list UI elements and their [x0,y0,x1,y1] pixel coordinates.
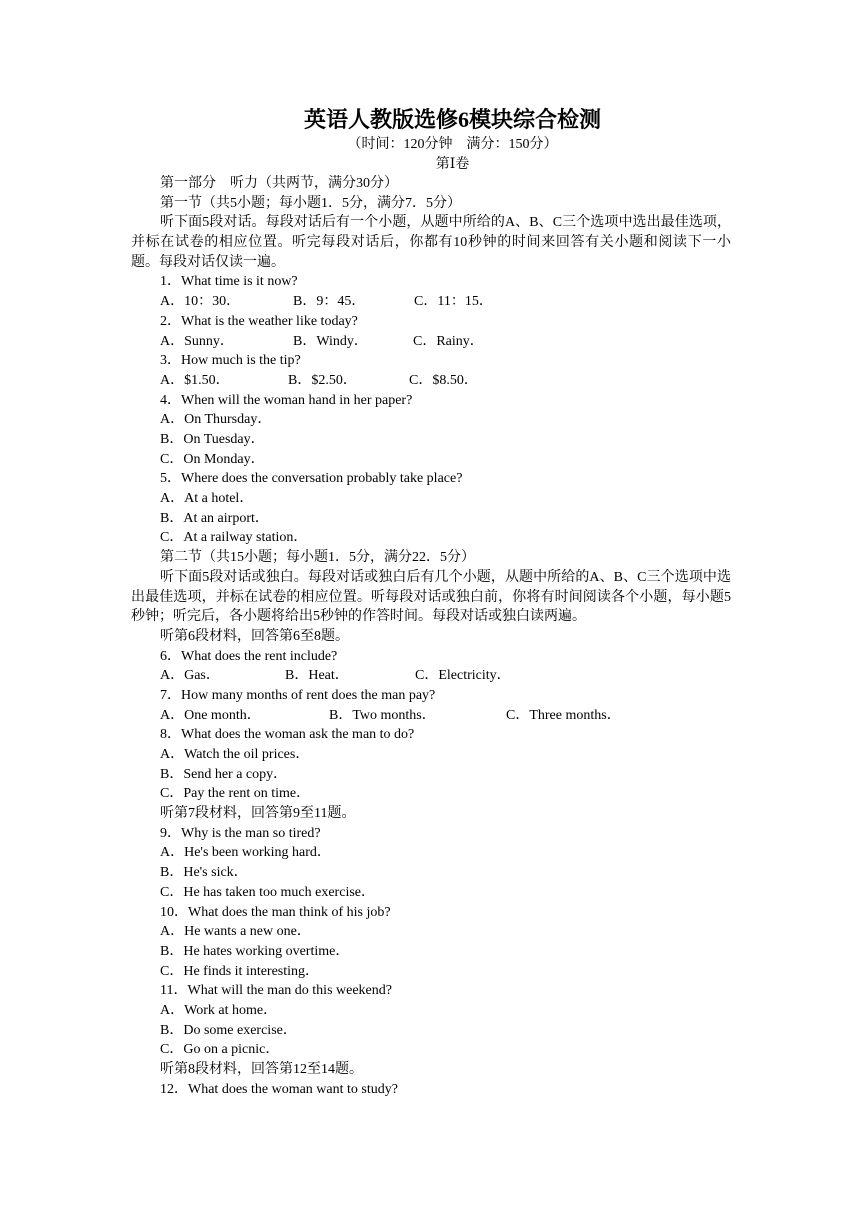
question-stem: 8．What does the woman ask the man to do? [160,727,415,743]
document-body [131,174,731,1099]
option-a: A．Work at home． [160,1002,278,1018]
question-stem: 6．What does the rent include? [160,648,338,664]
option-a: A．10：30． [160,294,241,310]
option-b: B．Do some exercise． [160,1022,297,1038]
option-c: C．Pay the rent on time． [160,786,311,802]
option-c: C．He finds it interesting． [160,963,320,979]
option-c: C．At a railway station． [160,530,308,546]
option-a: A．At a hotel． [160,491,254,507]
question-stem: 5．Where does the conversation probably take place? [160,471,463,487]
section2-heading: 第二节（共15小题；每小题1．5分，满分22．5分） [160,550,475,566]
option-b: B．Two months． [329,707,436,723]
option-b: B．Send her a copy． [160,766,288,782]
section1-heading: 第一节（共5小题；每小题1．5分，满分7．5分） [160,195,461,211]
question-stem: 9．Why is the man so tired? [160,825,321,841]
option-c: C．Go on a picnic． [160,1042,280,1058]
material-heading: 听第7段材料，回答第9至11题。 [160,806,356,822]
option-a: A．One month． [160,707,261,723]
option-c: C．Three months． [506,707,621,723]
option-b: B．At an airport． [160,510,269,526]
option-a: A．$1.50． [160,372,230,388]
option-c: C．$8.50． [409,372,478,388]
question-options [131,371,731,391]
question-options [131,332,731,352]
option-c: C．Electricity． [415,668,511,684]
volume-label: 第Ⅰ卷 [435,157,470,172]
question-stem: 2．What is the weather like today? [160,313,358,329]
option-c: C．11：15． [414,294,493,310]
document-subtitle: （时间：120分钟 满分：150分） [347,137,558,152]
question-stem: 4．When will the woman hand in her paper? [160,392,413,408]
question-options [131,666,731,686]
part1-heading: 第一部分 听力（共两节，满分30分） [160,176,398,191]
option-a: A．On Thursday． [160,412,272,428]
material-heading: 听第8段材料，回答第12至14题。 [160,1062,363,1078]
question-stem: 11．What will the man do this weekend? [160,983,392,999]
material-heading: 听第6段材料，回答第6至8题。 [160,628,349,644]
option-c: C．Rainy． [413,333,484,349]
section2-instructions: 听下面5段对话或独白。每段对话或独白后有几个小题，从题中所给的A、B、C三个选项中选出最佳选项，并标在试卷的相应位置。听每段对话或独白前，你将有时间阅读各个小题，每小题5秒钟；听完后，各小题将给出5秒钟的作答时间。每段对话或独白读两遍。 [131,569,731,625]
question-stem: 1．What time is it now? [160,274,298,290]
option-a: A．Gas． [160,668,220,684]
option-b: B．Windy． [293,333,368,349]
option-a: A．He wants a new one． [160,924,311,940]
option-a: A．He's been working hard． [160,845,331,861]
question-options [131,706,731,726]
option-b: B．Heat． [285,668,349,684]
option-a: A．Watch the oil prices． [160,747,310,763]
option-b: B．$2.50． [288,372,357,388]
option-b: B．On Tuesday． [160,431,265,447]
option-b: B．9：45． [293,294,366,310]
document-title: 英语人教版选修6模块综合检测 [303,107,601,132]
question-stem: 7．How many months of rent does the man pay? [160,687,436,703]
question-stem: 10．What does the man think of his job? [160,904,391,920]
question-stem: 12．What does the woman want to study? [160,1081,398,1097]
question-stem: 3．How much is the tip? [160,353,301,369]
question-options [131,292,731,312]
option-c: C．On Monday． [160,451,265,467]
option-b: B．He's sick． [160,865,248,881]
option-b: B．He hates working overtime． [160,943,350,959]
option-c: C．He has taken too much exercise． [160,884,375,900]
option-a: A．Sunny． [160,333,234,349]
section1-instructions: 听下面5段对话。每段对话后有一个小题，从题中所给的A、B、C三个选项中选出最佳选项，并标在试卷的相应位置。听完每段对话后，你都有10秒钟的时间来回答有关小题和阅读下一小题。每段对话仅读一遍。 [131,215,731,270]
